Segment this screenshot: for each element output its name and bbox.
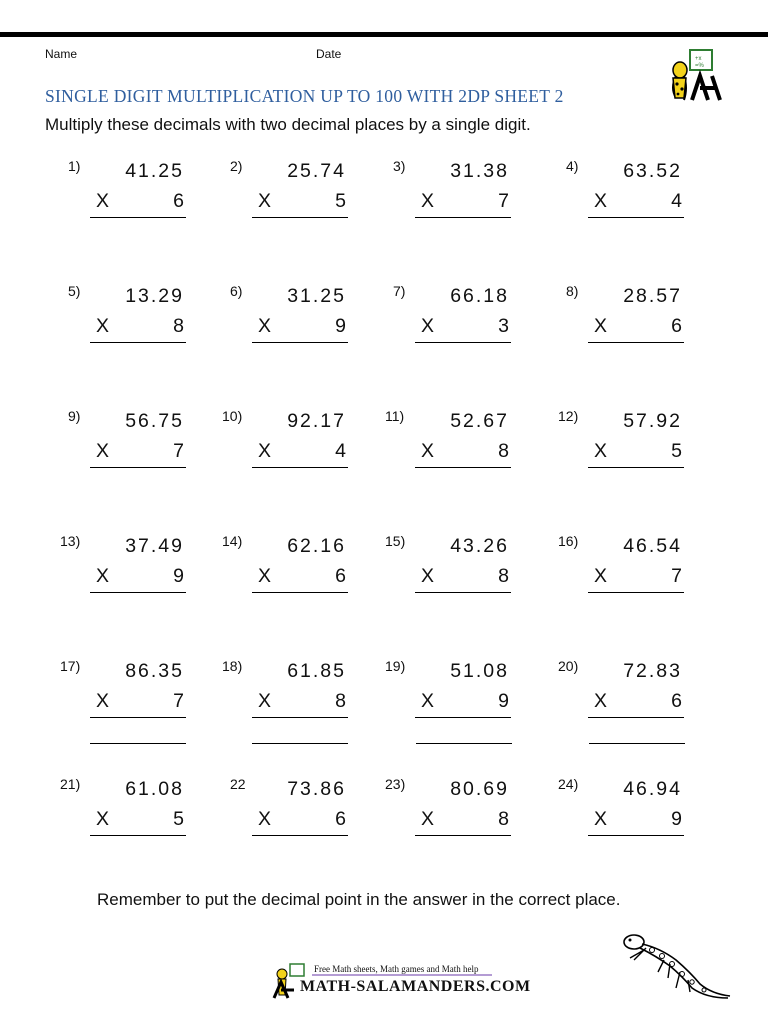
multiplier: 6 xyxy=(335,565,346,587)
multiply-sign: X xyxy=(594,440,608,462)
problem-item xyxy=(365,658,515,728)
multiplier: 8 xyxy=(498,440,509,462)
answer-line xyxy=(589,743,685,744)
problem-item xyxy=(202,408,352,478)
footer-site: MATH-SALAMANDERS.COM xyxy=(300,978,531,995)
problem-item xyxy=(365,283,515,353)
multiply-sign: X xyxy=(258,565,272,587)
multiplier: 8 xyxy=(173,315,184,337)
multiplicand: 25.74 xyxy=(287,160,346,182)
multiplicand: 61.85 xyxy=(287,660,346,682)
problem-number: 16) xyxy=(558,533,579,549)
problem-item xyxy=(202,158,352,228)
multiplier: 9 xyxy=(335,315,346,337)
multiplier: 6 xyxy=(335,808,346,830)
problem-rule xyxy=(588,717,684,718)
multiplier: 8 xyxy=(498,565,509,587)
multiplicand: 28.57 xyxy=(623,285,682,307)
multiplier: 5 xyxy=(335,190,346,212)
problem-number: 23) xyxy=(385,776,406,792)
problem-item xyxy=(365,776,515,846)
multiplier: 6 xyxy=(173,190,184,212)
problem-rule xyxy=(415,342,511,343)
problem-number: 3) xyxy=(393,158,406,174)
problem-number: 18) xyxy=(222,658,243,674)
problem-rule xyxy=(90,592,186,593)
multiply-sign: X xyxy=(258,440,272,462)
multiplicand: 13.29 xyxy=(125,285,184,307)
problem-number: 19) xyxy=(385,658,406,674)
multiply-sign: X xyxy=(594,690,608,712)
multiply-sign: X xyxy=(258,690,272,712)
multiply-sign: X xyxy=(421,440,435,462)
problem-number: 17) xyxy=(60,658,81,674)
problem-number: 13) xyxy=(60,533,81,549)
problem-rule xyxy=(588,467,684,468)
problem-rule xyxy=(415,217,511,218)
multiplier: 5 xyxy=(173,808,184,830)
problem-item xyxy=(538,283,688,353)
multiplicand: 92.17 xyxy=(287,410,346,432)
multiplicand: 43.26 xyxy=(450,535,509,557)
multiplicand: 31.38 xyxy=(450,160,509,182)
multiply-sign: X xyxy=(96,190,110,212)
multiplicand: 66.18 xyxy=(450,285,509,307)
problem-number: 15) xyxy=(385,533,406,549)
multiplier: 9 xyxy=(173,565,184,587)
salamander-icon xyxy=(620,932,732,1000)
answer-line xyxy=(90,743,186,744)
problem-rule xyxy=(252,217,348,218)
problem-number: 22 xyxy=(230,776,246,792)
problem-item xyxy=(40,776,190,846)
multiplier: 5 xyxy=(671,440,682,462)
problem-rule xyxy=(252,717,348,718)
multiply-sign: X xyxy=(96,565,110,587)
problem-number: 8) xyxy=(566,283,579,299)
problem-item xyxy=(202,658,352,728)
multiply-sign: X xyxy=(96,690,110,712)
multiply-sign: X xyxy=(594,315,608,337)
answer-line xyxy=(252,743,348,744)
multiply-sign: X xyxy=(421,315,435,337)
problem-rule xyxy=(415,592,511,593)
problem-number: 1) xyxy=(68,158,81,174)
problem-item xyxy=(365,408,515,478)
problem-item xyxy=(538,533,688,603)
problem-item xyxy=(40,408,190,478)
problem-number: 14) xyxy=(222,533,243,549)
problem-item xyxy=(538,408,688,478)
problem-rule xyxy=(90,717,186,718)
multiply-sign: X xyxy=(258,808,272,830)
multiplier: 7 xyxy=(173,440,184,462)
problem-number: 2) xyxy=(230,158,243,174)
multiply-sign: X xyxy=(594,808,608,830)
problem-rule xyxy=(588,217,684,218)
multiplicand: 86.35 xyxy=(125,660,184,682)
multiply-sign: X xyxy=(421,690,435,712)
problem-number: 6) xyxy=(230,283,243,299)
problem-number: 9) xyxy=(68,408,81,424)
salamander-logo-icon xyxy=(662,48,724,106)
problem-item xyxy=(40,283,190,353)
problem-item xyxy=(202,283,352,353)
multiplier: 9 xyxy=(498,690,509,712)
problem-number: 21) xyxy=(60,776,81,792)
multiply-sign: X xyxy=(421,808,435,830)
problem-rule xyxy=(252,835,348,836)
multiplicand: 31.25 xyxy=(287,285,346,307)
multiplier: 4 xyxy=(671,190,682,212)
problem-number: 20) xyxy=(558,658,579,674)
problem-number: 7) xyxy=(393,283,406,299)
multiplier: 9 xyxy=(671,808,682,830)
problem-item xyxy=(202,776,352,846)
problem-item xyxy=(40,658,190,728)
multiplicand: 52.67 xyxy=(450,410,509,432)
multiply-sign: X xyxy=(594,190,608,212)
problem-rule xyxy=(252,342,348,343)
problem-rule xyxy=(90,217,186,218)
reminder-text: Remember to put the decimal point in the answer in the correct place. xyxy=(97,890,621,909)
problem-rule xyxy=(252,467,348,468)
multiplier: 8 xyxy=(335,690,346,712)
problem-rule xyxy=(588,835,684,836)
multiplicand: 61.08 xyxy=(125,778,184,800)
multiply-sign: X xyxy=(96,808,110,830)
multiply-sign: X xyxy=(421,565,435,587)
problem-number: 10) xyxy=(222,408,243,424)
multiplier: 6 xyxy=(671,315,682,337)
multiply-sign: X xyxy=(594,565,608,587)
date-label: Date xyxy=(316,47,342,61)
problem-item xyxy=(538,776,688,846)
multiplicand: 73.86 xyxy=(287,778,346,800)
problem-rule xyxy=(252,592,348,593)
problem-rule xyxy=(415,717,511,718)
top-rule xyxy=(0,32,768,37)
multiply-sign: X xyxy=(96,315,110,337)
multiplicand: 80.69 xyxy=(450,778,509,800)
problem-rule xyxy=(588,342,684,343)
problem-number: 4) xyxy=(566,158,579,174)
problem-number: 24) xyxy=(558,776,579,792)
svg-text:=%: =% xyxy=(695,63,704,69)
svg-text:+x: +x xyxy=(695,56,702,62)
problem-item xyxy=(365,158,515,228)
multiplicand: 56.75 xyxy=(125,410,184,432)
multiplier: 7 xyxy=(173,690,184,712)
problem-item xyxy=(40,158,190,228)
problem-item xyxy=(538,158,688,228)
name-label: Name xyxy=(45,47,78,61)
answer-line xyxy=(416,743,512,744)
multiplicand: 62.16 xyxy=(287,535,346,557)
multiplicand: 57.92 xyxy=(623,410,682,432)
multiply-sign: X xyxy=(258,190,272,212)
multiplicand: 72.83 xyxy=(623,660,682,682)
multiply-sign: X xyxy=(96,440,110,462)
problem-rule xyxy=(90,342,186,343)
footer-tagline: Free Math sheets, Math games and Math help xyxy=(314,964,479,974)
multiplier: 8 xyxy=(498,808,509,830)
multiplicand: 63.52 xyxy=(623,160,682,182)
multiplicand: 41.25 xyxy=(125,160,184,182)
problem-rule xyxy=(90,467,186,468)
multiplier: 7 xyxy=(671,565,682,587)
problem-number: 11) xyxy=(385,408,405,424)
multiplier: 4 xyxy=(335,440,346,462)
problem-item xyxy=(365,533,515,603)
problem-item xyxy=(202,533,352,603)
problem-rule xyxy=(415,835,511,836)
problem-rule xyxy=(588,592,684,593)
multiplicand: 46.94 xyxy=(623,778,682,800)
worksheet-title: SINGLE DIGIT MULTIPLICATION UP TO 100 WITH 2DP SHEET 2 xyxy=(45,86,564,106)
multiplicand: 51.08 xyxy=(450,660,509,682)
problem-item xyxy=(40,533,190,603)
problem-rule xyxy=(415,467,511,468)
problem-number: 12) xyxy=(558,408,579,424)
multiplier: 3 xyxy=(498,315,509,337)
instructions: Multiply these decimals with two decimal places by a single digit. xyxy=(45,115,531,134)
multiplicand: 37.49 xyxy=(125,535,184,557)
multiplier: 6 xyxy=(671,690,682,712)
problem-item xyxy=(538,658,688,728)
multiply-sign: X xyxy=(421,190,435,212)
problem-number: 5) xyxy=(68,283,81,299)
multiplier: 7 xyxy=(498,190,509,212)
multiply-sign: X xyxy=(258,315,272,337)
problem-rule xyxy=(90,835,186,836)
multiplicand: 46.54 xyxy=(623,535,682,557)
